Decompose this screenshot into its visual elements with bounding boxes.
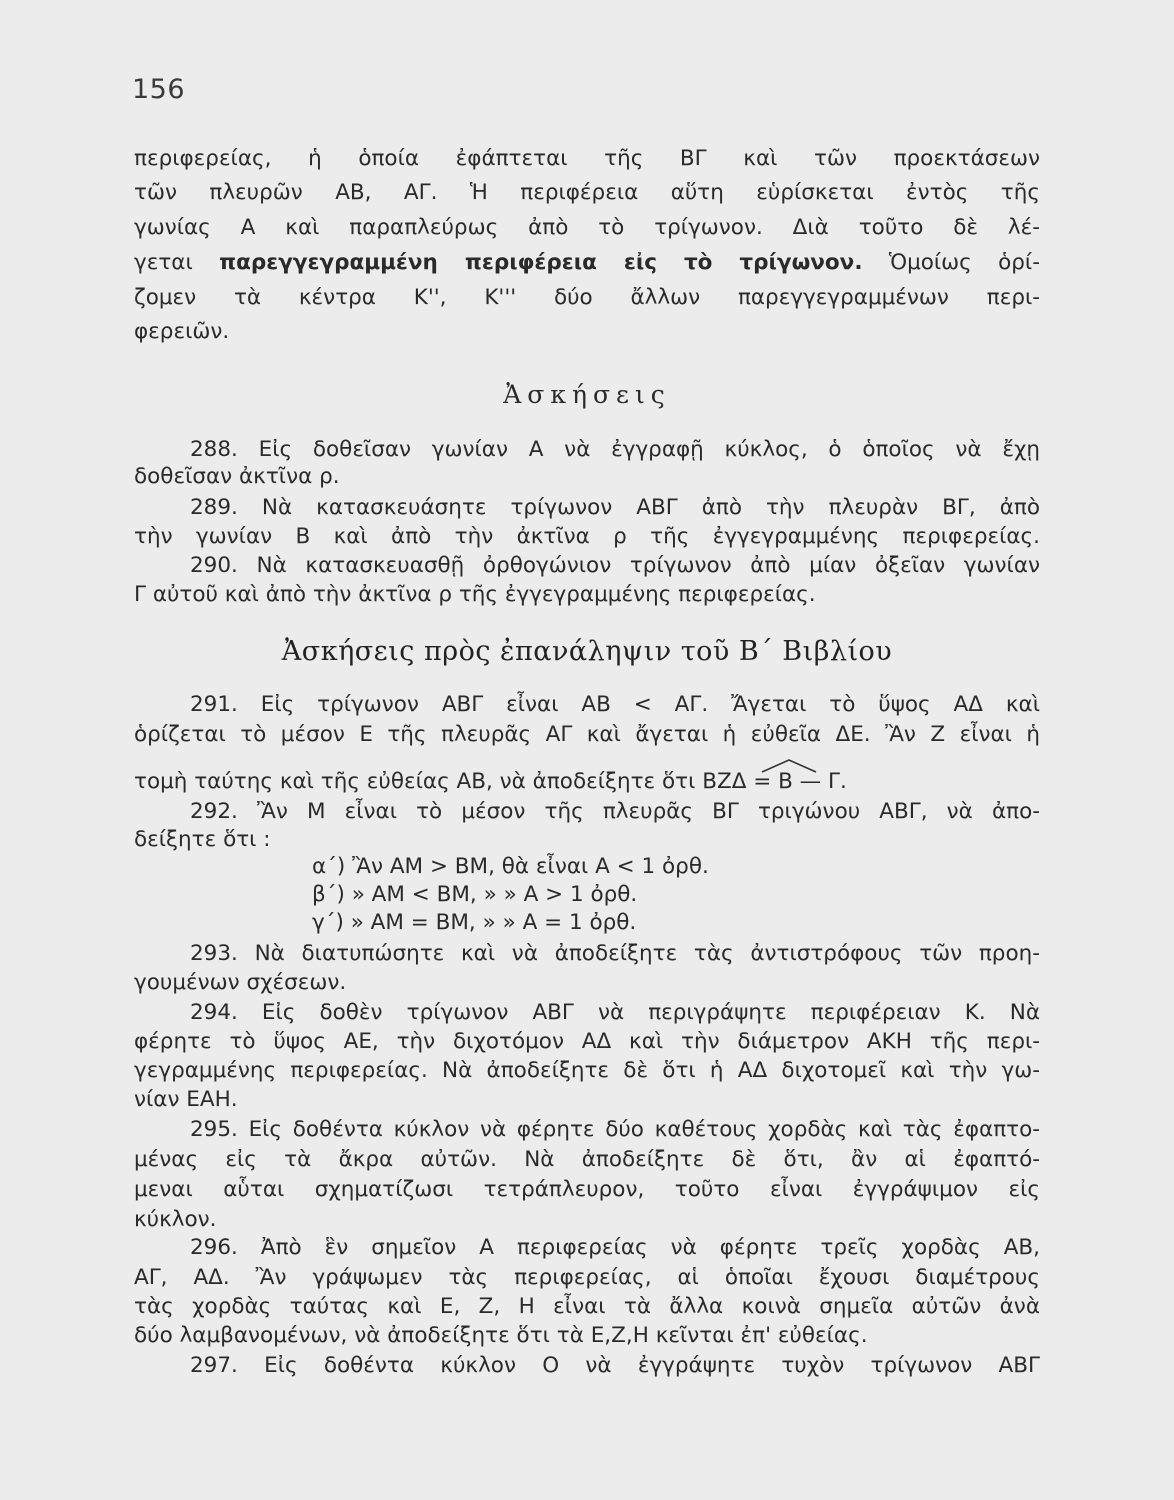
exercise-line: τὰς χορδὰς ταύτας καὶ Ε, Ζ, Η εἶναι τὰ ἄλλα κοινὰ σημεῖα αὐτῶν ἀνὰ — [134, 1294, 1040, 1319]
exercise-line: δοθεῖσαν ἀκτῖνα ρ. — [134, 464, 340, 489]
text-fragment: γεται — [134, 250, 193, 275]
exercise-line: μένας εἰς τὰ ἄκρα αὐτῶν. Νὰ ἀποδείξητε δὲ ὅτι, ἂν αἱ ἐφαπτό- — [134, 1147, 1040, 1172]
exercise-line: δείξητε ὅτι : — [134, 827, 271, 852]
exercise-line: 296. Ἀπὸ ἓν σημεῖον Α περιφερείας νὰ φέρητε τρεῖς χορδὰς ΑΒ, — [190, 1235, 1040, 1260]
text-line-with-definition — [134, 248, 1040, 277]
exercise-line: κύκλον. — [134, 1207, 217, 1232]
exercise-line: νίαν ΕΑΗ. — [134, 1087, 238, 1112]
formula-line: β΄) » ΑΜ < ΒΜ, » » Α > 1 ὀρθ. — [312, 882, 638, 907]
text-line: φερειῶν. — [134, 319, 230, 344]
exercise-line: ΑΓ, ΑΔ. Ἂν γράψωμεν τὰς περιφερείας, αἱ ὁποῖαι ἔχουσι διαμέτρους — [134, 1265, 1040, 1290]
text-fragment: Ὁμοίως ὁρί- — [888, 250, 1040, 275]
text-line: γωνίας Α καὶ παραπλεύρως ἀπὸ τὸ τρίγωνον. Διὰ τοῦτο δὲ λέ- — [134, 215, 1040, 240]
review-heading: Ἀσκήσεις πρὸς ἐπανάληψιν τοῦ Β΄ Βιβλίου — [281, 636, 893, 667]
exercise-line: τὴν γωνίαν Β καὶ ἀπὸ τὴν ἀκτῖνα ρ τῆς ἐγγεγραμμένης περιφερείας. — [134, 524, 1040, 549]
text-line: τῶν πλευρῶν ΑΒ, ΑΓ. Ἡ περιφέρεια αὕτη εὑρίσκεται ἐντὸς τῆς — [134, 180, 1040, 205]
exercise-line: 288. Εἰς δοθεῖσαν γωνίαν Α νὰ ἐγγραφῇ κύκλος, ὁ ὁποῖος νὰ ἔχῃ — [190, 437, 1040, 462]
text-line: περιφερείας, ἡ ὁποία ἐφάπτεται τῆς ΒΓ καὶ τῶν προεκτάσεων — [134, 146, 1040, 171]
exercise-line: 291. Εἰς τρίγωνον ΑΒΓ εἶναι ΑΒ < ΑΓ. Ἄγεται τὸ ὕψος ΑΔ καὶ — [190, 692, 1040, 717]
exercise-line: γουμένων σχέσεων. — [134, 970, 347, 995]
exercise-line: 295. Εἰς δοθέντα κύκλον νὰ φέρητε δύο καθέτους χορδὰς καὶ τὰς ἐφαπτο- — [190, 1117, 1040, 1142]
exercise-line: 290. Νὰ κατασκευασθῇ ὀρθογώνιον τρίγωνον ἀπὸ μίαν ὀξεῖαν γωνίαν — [190, 553, 1040, 578]
formula-line: γ΄) » ΑΜ = ΒΜ, » » Α = 1 ὀρθ. — [312, 910, 637, 935]
exercise-line: μεναι αὗται σχηματίζωσι τετράπλευρον, τοῦτο εἶναι ἐγγράψιμον εἰς — [134, 1177, 1040, 1202]
exercise-line: 292. Ἂν Μ εἶναι τὸ μέσον τῆς πλευρᾶς ΒΓ τριγώνου ΑΒΓ, νὰ ἀπο- — [190, 799, 1040, 824]
exercise-line: 293. Νὰ διατυπώσητε καὶ νὰ ἀποδείξητε τὰς ἀντιστρόφους τῶν προη- — [190, 941, 1040, 966]
exercise-line: ὁρίζεται τὸ μέσον Ε τῆς πλευρᾶς ΑΓ καὶ ἄγεται ἡ εὐθεῖα ΔΕ. Ἂν Ζ εἶναι ἡ — [134, 722, 1040, 747]
defined-term: παρεγγεγραμμένη περιφέρεια εἰς τὸ τρίγωνον. — [219, 250, 863, 275]
exercise-line: τομὴ ταύτης καὶ τῆς εὐθείας ΑΒ, νὰ ἀποδείξητε ὅτι ΒΖΔ = Β — Γ. — [134, 769, 847, 794]
exercise-line: 294. Εἰς δοθὲν τρίγωνον ΑΒΓ νὰ περιγράψητε περιφέρειαν Κ. Νὰ — [190, 1000, 1040, 1025]
text-line: ζομεν τὰ κέντρα Κ'', Κ''' δύο ἄλλων παρεγγεγραμμένων περι- — [134, 285, 1040, 310]
exercise-line: 289. Νὰ κατασκευάσητε τρίγωνον ΑΒΓ ἀπὸ τὴν πλευρὰν ΒΓ, ἀπὸ — [190, 495, 1040, 520]
page-number: 156 — [132, 74, 186, 105]
exercise-line: γεγραμμένης περιφερείας. Νὰ ἀποδείξητε δὲ ὅτι ἡ ΑΔ διχοτομεῖ καὶ τὴν γω- — [134, 1058, 1040, 1083]
exercise-line: δύο λαμβανομένων, νὰ ἀποδείξητε ὅτι τὰ Ε,Ζ,Η κεῖνται ἐπ' εὐθείας. — [134, 1323, 868, 1348]
exercise-line: φέρητε τὸ ὕψος ΑΕ, τὴν διχοτόμον ΑΔ καὶ τὴν διάμετρον ΑΚΗ τῆς περι- — [134, 1029, 1040, 1054]
formula-line: α΄) Ἂν ΑΜ > ΒΜ, θὰ εἶναι Α < 1 ὀρθ. — [312, 854, 709, 879]
exercises-heading: Ἀσκήσεις — [503, 380, 671, 409]
exercise-line: Γ αὐτοῦ καὶ ἀπὸ τὴν ἀκτῖνα ρ τῆς ἐγγεγραμμένης περιφερείας. — [134, 582, 816, 607]
exercise-line: 297. Εἰς δοθέντα κύκλον Ο νὰ ἐγγράψητε τυχὸν τρίγωνον ΑΒΓ — [190, 1353, 1040, 1378]
